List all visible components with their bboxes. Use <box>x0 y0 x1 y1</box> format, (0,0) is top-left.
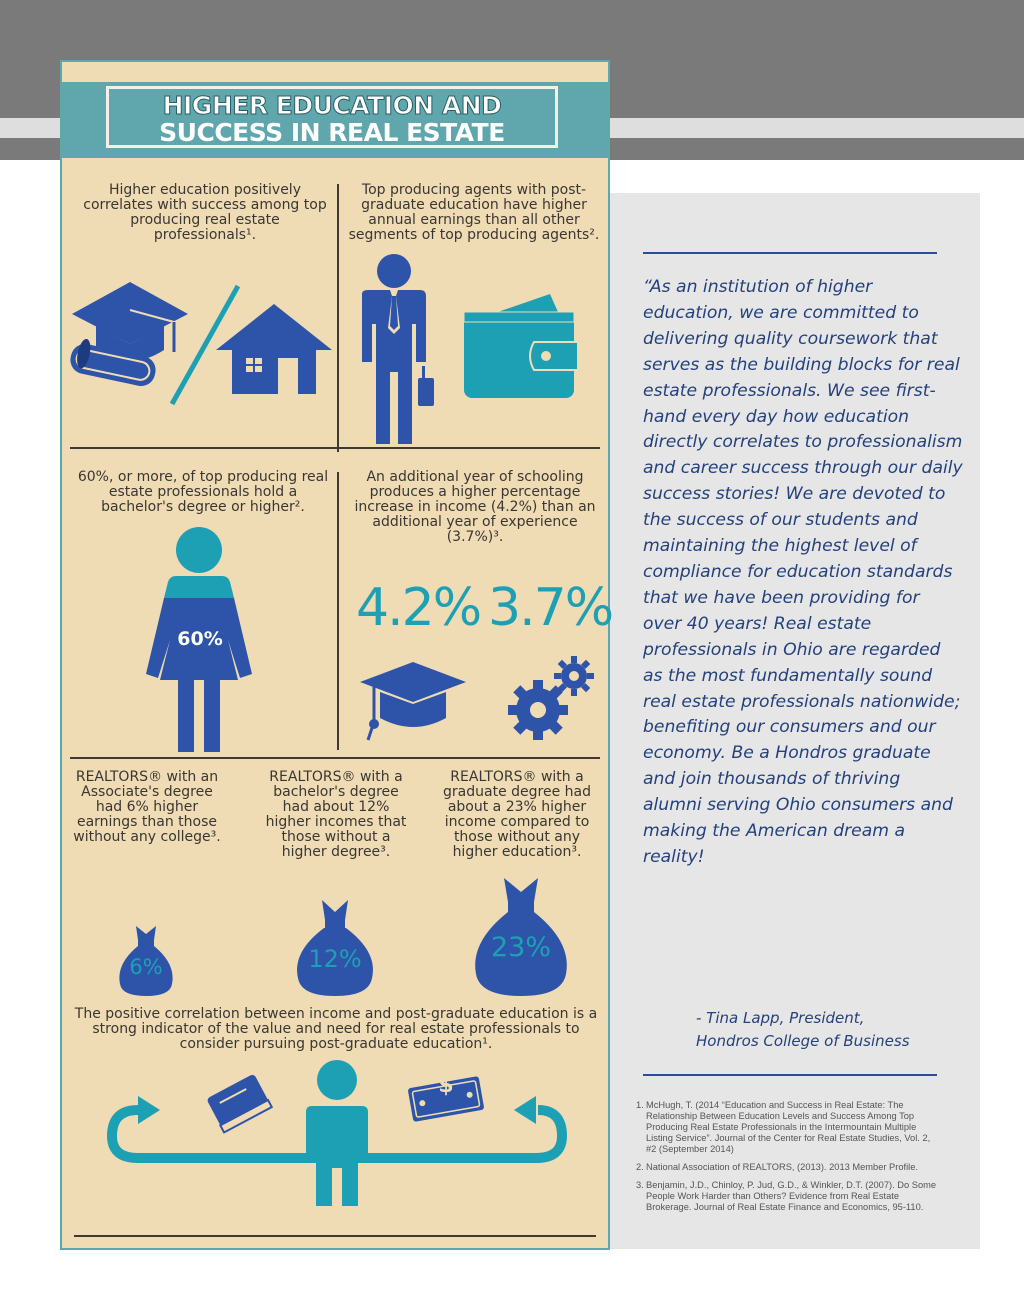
book-icon <box>202 1070 276 1136</box>
divider-horizontal-bottom <box>74 1235 596 1237</box>
money-bag-small-label: 6% <box>129 955 163 979</box>
reference-item <box>636 1162 941 1173</box>
reference-item <box>636 1100 941 1155</box>
reference-item <box>636 1180 941 1213</box>
quote-attribution-name: - Tina Lapp, President, <box>696 1009 865 1027</box>
reference-number: 1. <box>636 1100 644 1110</box>
associates-degree-text: REALTORS® with an Associate's degree had 6% higher earnings than those without any college³. <box>73 769 221 845</box>
panel-2-text: Top producing agents with post-graduate education have higher annual earnings than all other segments of top producing agents². <box>348 182 600 243</box>
panel-3-text: 60%, or more, of top producing real estate professionals hold a bachelor's degree or higher². <box>77 469 329 515</box>
divider-vertical-middle <box>337 472 339 750</box>
person-choice-illustration <box>102 1058 572 1208</box>
money-bill-symbol: $ <box>438 1073 454 1098</box>
businessman-icon <box>352 252 436 448</box>
bachelors-degree-text: REALTORS® with a bachelor's degree had about 12% higher incomes that those without a higher degree³. <box>265 769 407 860</box>
panel-1-text: Higher education positively correlates with success among top producing real estate professionals¹. <box>83 182 327 243</box>
gears-icon <box>502 654 598 746</box>
panel-4-text: An additional year of schooling produces a higher percentage increase in income (4.2%) than an additional year of experience (3.7%)³. <box>354 469 596 545</box>
references-list <box>636 1100 941 1220</box>
money-bag-medium-label: 12% <box>308 945 362 973</box>
infographic-title-line1: HIGHER EDUCATION AND <box>162 91 502 120</box>
quote-rule-top <box>643 252 937 254</box>
infographic <box>60 60 613 1250</box>
reference-text: National Association of REALTORS, (2013). 2013 Member Profile. <box>646 1162 918 1172</box>
divider-horizontal-1 <box>70 447 600 449</box>
title-frame <box>106 86 558 148</box>
income-schooling-value: 4.2% <box>356 578 481 638</box>
bottom-conclusion-text: The positive correlation between income and post-graduate education is a strong indicator of the value and need for real estate professionals to consider pursuing post-graduate education¹. <box>74 1006 598 1052</box>
divider-horizontal-2 <box>70 757 600 759</box>
reference-text: McHugh, T. (2014 “Education and Success in Real Estate: The Relationship Between Education Levels and Success Among Top Producing Real Estate Professionals in the Intermountain Multiple Listing Service”. Journal of the Center for Real Estate Studies, Vol. 2, #2 (September 2014) <box>646 1100 931 1154</box>
reference-number: 2. <box>636 1162 644 1172</box>
title-bar <box>62 82 608 158</box>
reference-number: 3. <box>636 1180 644 1190</box>
figure-percentage-label: 60% <box>177 628 223 650</box>
income-experience-value: 3.7% <box>488 578 613 638</box>
reference-text: Benjamin, J.D., Chinloy, P. Jud, G.D., & Winkler, D.T. (2007). Do Some People Work Harder than Others? Evidence from Real Estate Brokerage. Journal of Real Estate Finance and Economics, 95-110. <box>646 1180 937 1212</box>
money-bag-large-label: 23% <box>490 932 551 963</box>
graduation-cap-icon <box>358 660 468 742</box>
wallet-icon <box>462 290 580 400</box>
infographic-title-line2: SUCCESS IN REAL ESTATE <box>159 118 505 147</box>
quote-rule-bottom <box>643 1074 937 1076</box>
graduate-degree-text: REALTORS® with a graduate degree had about a 23% higher income compared to those without any higher education³. <box>443 769 591 860</box>
house-icon <box>214 302 334 398</box>
quote-attribution-org: Hondros College of Business <box>696 1032 910 1050</box>
president-quote: “As an institution of higher education, we are committed to delivering quality coursework that serves as the building blocks for real estate professionals. We see first-hand every day how education directly correlates to professionalism and career success through our daily success stories! We are devoted to the success of our students and maintaining the highest level of compliance for education standards that we have been providing for over 40 years! Real estate professionals in Ohio are regarded as the most fundamentally sound real estate professionals nationwide; benefiting our consumers and our economy. Be a Hondros graduate and join thousands of thriving alumni serving Ohio consumers and making the American dream a reality! <box>643 277 963 867</box>
divider-vertical-top <box>337 184 339 452</box>
